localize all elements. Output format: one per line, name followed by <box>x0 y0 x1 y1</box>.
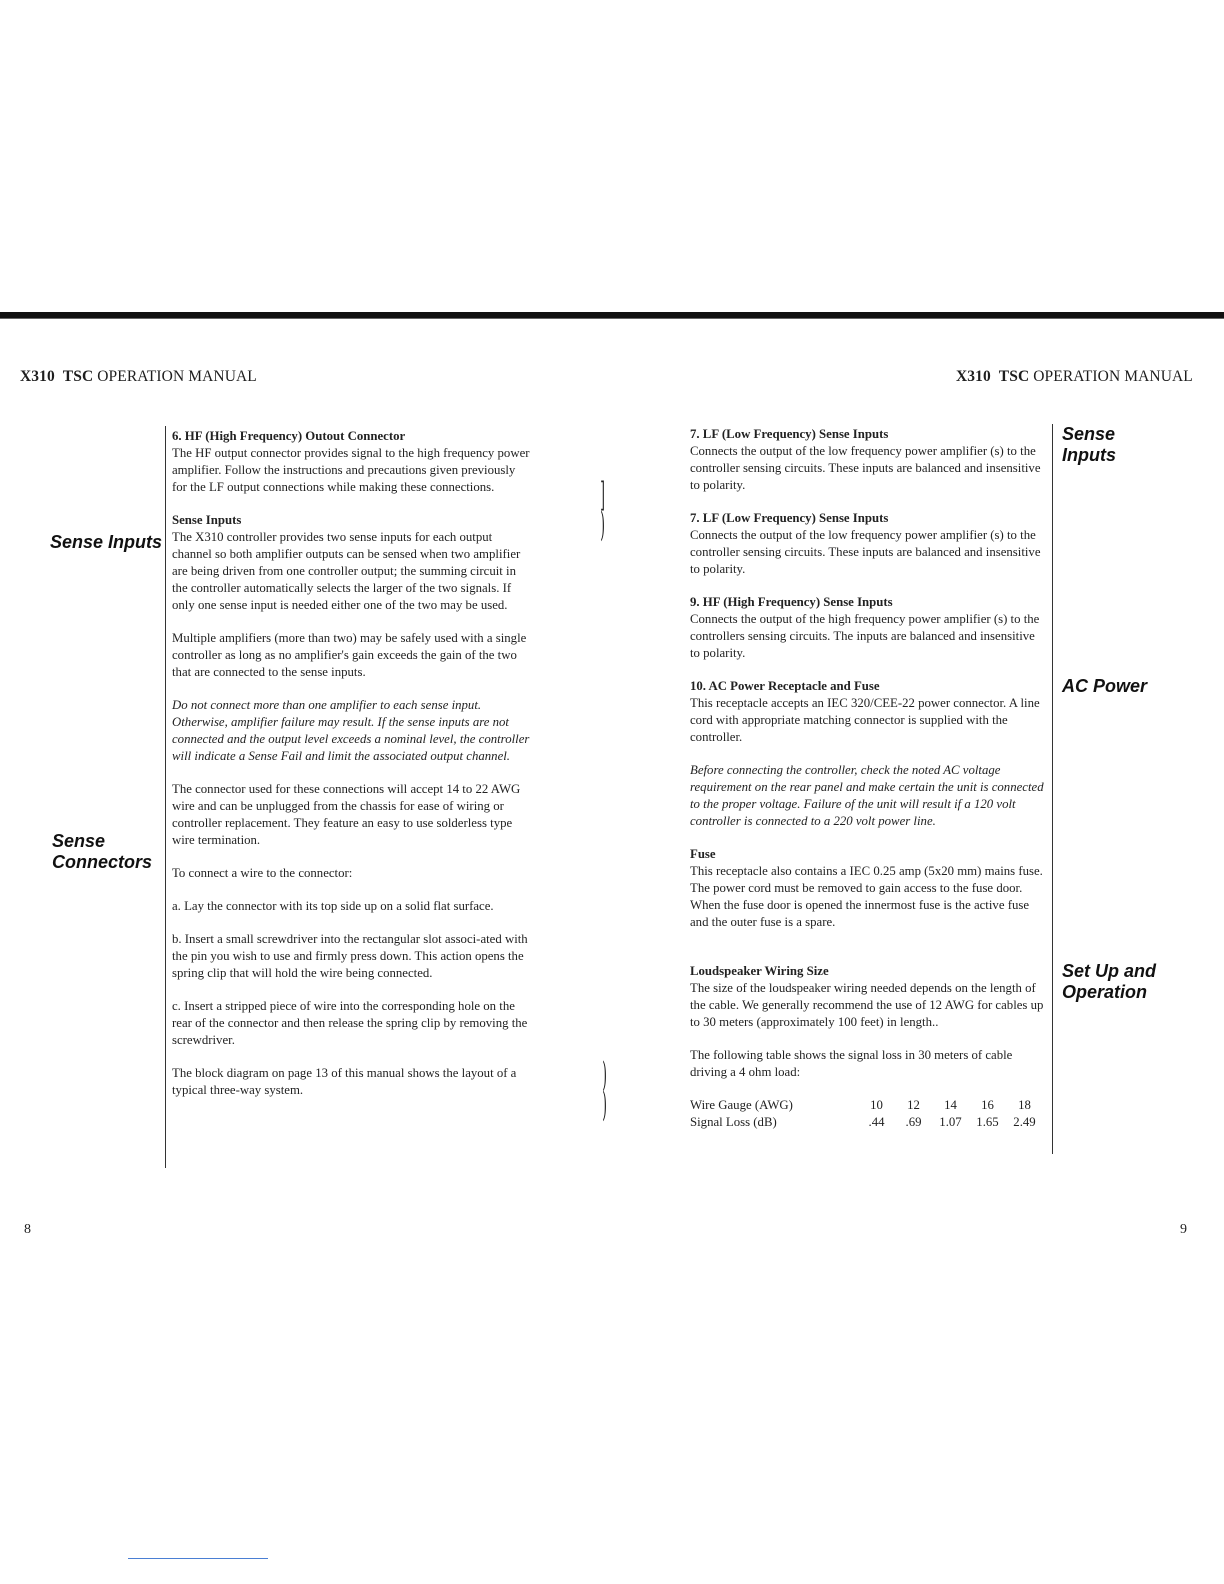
fuse-section <box>690 846 1046 931</box>
hf-sense-heading: 9. HF (High Frequency) Sense Inputs <box>690 595 893 609</box>
left-header-brand: TSC <box>62 368 94 385</box>
sense-inputs-heading: Sense Inputs <box>172 513 242 527</box>
multiple-amplifiers-paragraph: Multiple amplifiers (more than two) may be safely used with a single controller as long as no amplifier's gain exceeds the gain of the two that are connected to the sense inputs. <box>172 631 527 679</box>
table-row-label: Signal Loss (dB) <box>690 1115 777 1129</box>
right-page-number: 9 <box>1180 1222 1187 1237</box>
right-header-title: OPERATION MANUAL <box>1033 368 1193 385</box>
lf-sense-section-1 <box>690 426 1046 494</box>
right-running-header <box>956 368 1193 386</box>
left-page-number: 8 <box>24 1222 31 1237</box>
table-cell: 10 <box>870 1098 883 1112</box>
binding-mark-upper: ] ) <box>600 475 605 545</box>
margin-head-sense: Sense <box>52 831 106 851</box>
fuse-text: This receptacle also contains a IEC 0.25 amp (5x20 mm) mains fuse. The power cord must be removed to gain access to the fuse door. When the fuse door is opened the innermost fuse is the active fuse and the outer fuse is a spare. <box>690 864 1043 929</box>
left-header-model: X310 <box>20 368 55 385</box>
ac-power-text: This receptacle accepts an IEC 320/CEE-22 power connector. A line cord with appropriate matching connector is supplied with the controller. <box>690 696 1040 744</box>
binding-mark-lower: ) ) <box>602 1055 607 1125</box>
wiring-size-text: The size of the loudspeaker wiring needed depends on the length of the cable. We generally recommend the use of 12 AWG for cables up to 30 meters (approximately 100 feet) in length.. <box>690 981 1044 1029</box>
table-cell: 16 <box>981 1098 994 1112</box>
left-body-column <box>172 428 532 1115</box>
hf-output-heading: 6. HF (High Frequency) Outout Connector <box>172 429 406 443</box>
ac-power-heading: 10. AC Power Receptacle and Fuse <box>690 679 880 693</box>
hf-sense-text: Connects the output of the high frequency power amplifier (s) to the controllers sensing circuits. The inputs are balanced and insensitive to polarity. <box>690 612 1040 660</box>
left-running-header <box>20 368 257 386</box>
lf-sense-heading-2: 7. LF (Low Frequency) Sense Inputs <box>690 511 889 525</box>
connect-intro: To connect a wire to the connector: <box>172 866 353 880</box>
table-cell: 1.07 <box>939 1115 962 1129</box>
table-cell: 18 <box>1018 1098 1031 1112</box>
right-header-model: X310 <box>956 368 991 385</box>
left-header-title: OPERATION MANUAL <box>97 368 257 385</box>
lf-sense-text-1: Connects the output of the low frequency power amplifier (s) to the controller sensing circuits. These inputs are balanced and insensitive to polarity. <box>690 444 1041 492</box>
connector-paragraph: The connector used for these connections will accept 14 to 22 AWG wire and can be unplugged from the chassis for ease of wiring or controller replacement. They feature an easy to use solderless type wire termination. <box>172 782 521 847</box>
wiring-size-section <box>690 963 1046 1031</box>
margin-head-sense-inputs: Sense Inputs <box>50 532 163 552</box>
margin-head-sense: Sense <box>1062 424 1116 444</box>
right-header-brand: TSC <box>998 368 1030 385</box>
table-row <box>690 1097 1043 1114</box>
signal-loss-table <box>690 1097 1043 1131</box>
margin-head-connectors: Connectors <box>52 852 153 872</box>
table-row <box>690 1114 1043 1131</box>
table-cell: 12 <box>907 1098 920 1112</box>
sense-inputs-text: The X310 controller provides two sense inputs for each output channel so both amplifier outputs can be sensed when two amplifier are being driven from one controller output; the summing circuit in the controller automatically selects the larger of the two signals. If only one sense input is needed either one of the two may be used. <box>172 530 521 612</box>
hf-output-section <box>172 428 532 496</box>
step-a: a. Lay the connector with its top side up on a solid flat surface. <box>172 899 494 913</box>
margin-head-inputs: Inputs <box>1062 445 1116 465</box>
table-cell: 14 <box>944 1098 957 1112</box>
lf-sense-section-2 <box>690 510 1046 578</box>
block-diagram-paragraph: The block diagram on page 13 of this manual shows the layout of a typical three-way system. <box>172 1066 517 1097</box>
right-body-column <box>690 426 1046 1131</box>
sense-inputs-section <box>172 512 532 614</box>
left-column-rule <box>165 426 166 1168</box>
right-column-rule <box>1052 424 1053 1154</box>
hf-sense-section <box>690 594 1046 662</box>
table-cell: 1.65 <box>976 1115 999 1129</box>
margin-head-operation: Operation <box>1062 982 1148 1002</box>
fuse-heading: Fuse <box>690 847 716 861</box>
scan-artifact-line <box>128 1558 268 1559</box>
top-rule-shadow <box>0 318 1224 319</box>
table-cell: .44 <box>868 1115 885 1129</box>
lf-sense-heading-1: 7. LF (Low Frequency) Sense Inputs <box>690 427 889 441</box>
margin-head-set-up-and: Set Up and <box>1062 961 1157 981</box>
table-cell: .69 <box>905 1115 922 1129</box>
wiring-size-heading: Loudspeaker Wiring Size <box>690 964 829 978</box>
sense-warning-paragraph: Do not connect more than one amplifier to each sense input. Otherwise, amplifier failure may result. If the sense inputs are not connected and the output level exceeds a nominal level, the controller will indicate a Sense Fail and limit the associated output channel. <box>172 698 530 763</box>
ac-power-section <box>690 678 1046 746</box>
table-cell: 2.49 <box>1013 1115 1036 1129</box>
step-c: c. Insert a stripped piece of wire into the corresponding hole on the rear of the connector and then release the spring clip by removing the screwdriver. <box>172 999 528 1047</box>
ac-warning-paragraph: Before connecting the controller, check the noted AC voltage requirement on the rear panel and make certain the unit is connected to the proper voltage. Failure of the unit will result if a 120 volt controller is connected to a 220 volt power line. <box>690 763 1044 828</box>
table-row-label: Wire Gauge (AWG) <box>690 1098 793 1112</box>
table-intro: The following table shows the signal loss in 30 meters of cable driving a 4 ohm load: <box>690 1048 1013 1079</box>
margin-head-ac-power: AC Power <box>1062 676 1148 696</box>
lf-sense-text-2: Connects the output of the low frequency power amplifier (s) to the controller sensing circuits. These inputs are balanced and insensitive to polarity. <box>690 528 1041 576</box>
hf-output-text: The HF output connector provides signal to the high frequency power amplifier. Follow the instructions and precautions given previously for the LF output connections while making these connections. <box>172 446 530 494</box>
step-b: b. Insert a small screwdriver into the rectangular slot associ-ated with the pin you wish to use and firmly press down. This action opens the spring clip that will hold the wire being connected. <box>172 932 528 980</box>
